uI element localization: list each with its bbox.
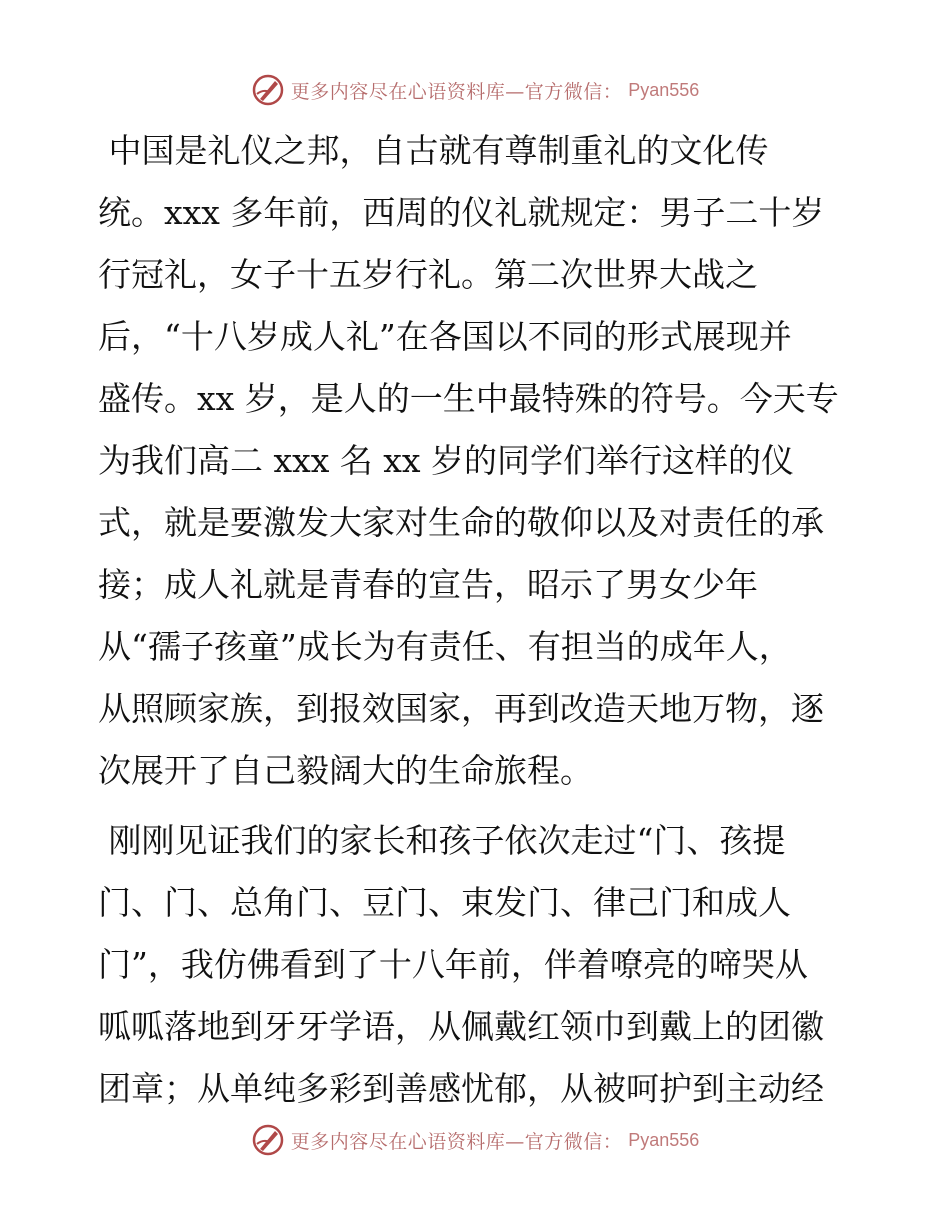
text-line: 盛传。xx 岁，是人的一生中最特殊的符号。今天专 [98, 379, 839, 418]
text-line: 后，“十八岁成人礼”在各国以不同的形式展现并 [98, 317, 792, 356]
header-contact: Pyan556 [628, 79, 700, 100]
footer-contact: Pyan556 [628, 1129, 700, 1150]
footer-slogan: 更多内容尽在心语资料库—官方微信： [290, 1130, 623, 1153]
text-line: 团章；从单纯多彩到善感忧郁，从被呵护到主动经 [98, 1069, 824, 1108]
paragraph-2 [98, 810, 858, 1120]
paragraph-1 [98, 120, 858, 802]
text-line: 从“孺子孩童”成长为有责任、有担当的成年人， [98, 627, 792, 666]
text-line: 为我们高二 xxx 名 xx 岁的同学们举行这样的仪 [98, 441, 795, 480]
text-line: 门、门、总角门、豆门、束发门、律己门和成人 [98, 883, 791, 922]
text-line: 次展开了自己毅阔大的生命旅程。 [98, 751, 593, 790]
text-line: 刚刚见证我们的家长和孩子依次走过“门、孩提 [98, 821, 786, 860]
document-body [98, 120, 858, 1120]
header-slogan: 更多内容尽在心语资料库—官方微信： [290, 80, 623, 103]
text-line: 中国是礼仪之邦，自古就有尊制重礼的文化传 [98, 131, 769, 170]
quill-logo-icon [251, 1123, 285, 1157]
footer-banner [0, 1120, 950, 1160]
text-line: 行冠礼，女子十五岁行礼。第二次世界大战之 [98, 255, 758, 294]
text-line: 呱呱落地到牙牙学语，从佩戴红领巾到戴上的团徽 [98, 1007, 824, 1046]
text-line: 接；成人礼就是青春的宣告，昭示了男女少年 [98, 565, 758, 604]
text-line: 从照顾家族，到报效国家，再到改造天地万物，逐 [98, 689, 824, 728]
paragraph-spacer [98, 802, 858, 810]
text-line: 统。xxx 多年前，西周的仪礼就规定：男子二十岁 [98, 193, 825, 232]
text-line: 门”，我仿佛看到了十八年前，伴着嘹亮的啼哭从 [98, 945, 808, 984]
text-line: 式，就是要激发大家对生命的敬仰以及对责任的承 [98, 503, 824, 542]
header-banner [0, 70, 950, 110]
quill-logo-icon [251, 73, 285, 107]
